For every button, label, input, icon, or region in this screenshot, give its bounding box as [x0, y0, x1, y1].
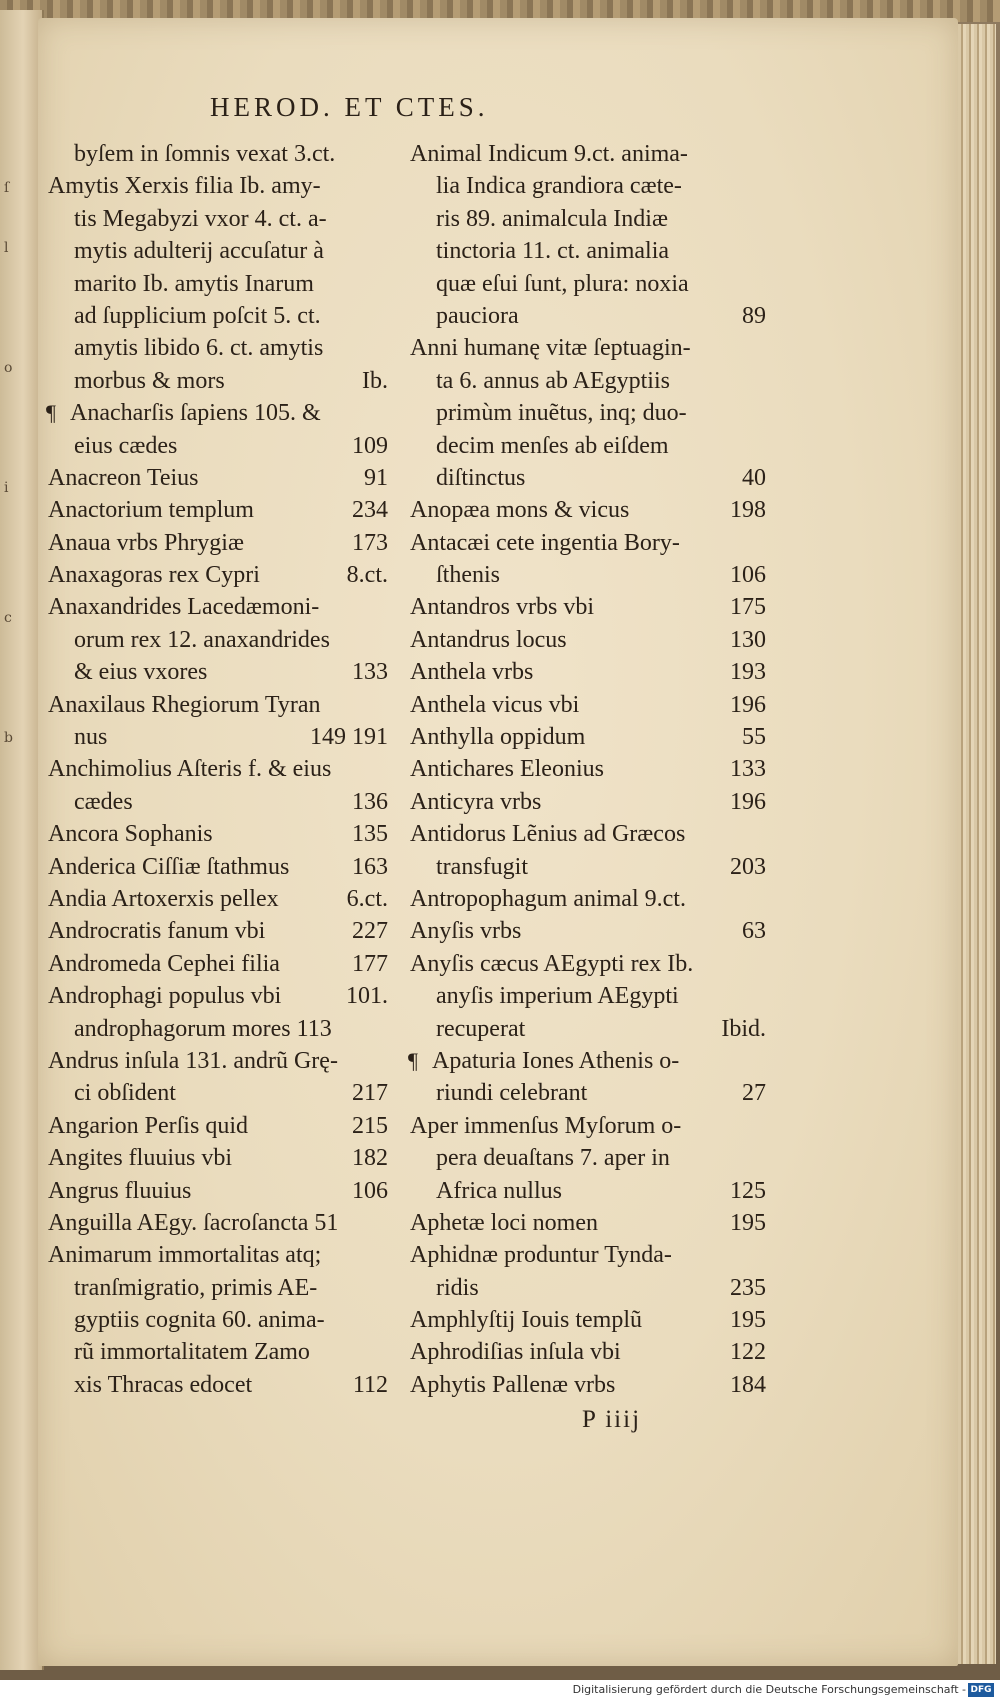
index-entry-text: Angarion Perſis quid: [48, 1112, 248, 1139]
index-entry-line: [410, 1369, 766, 1401]
index-entry-line: [48, 1304, 388, 1336]
index-entry-line: [410, 138, 766, 170]
index-entry-text: ad ſupplicium poſcit 5. ct.: [74, 302, 321, 329]
index-entry-line: [410, 1272, 766, 1304]
index-entry-line: [48, 1369, 388, 1401]
index-entry-text: Anyſis vrbs: [410, 918, 522, 945]
index-entry-line: [410, 1142, 766, 1174]
index-entry-page-number: 196: [730, 691, 766, 718]
index-entry-text: Animal Indicum 9.ct. anima-: [410, 141, 688, 167]
index-entry-text: Antacæi cete ingentia Bory-: [410, 529, 680, 556]
index-entry-text: Androphagi populus vbi: [48, 983, 282, 1010]
index-entry-text: Andromeda Cephei filia: [48, 950, 280, 977]
index-entry-text: nus: [74, 724, 108, 751]
index-entry-page-number: 133: [352, 659, 388, 686]
index-entry-text: Anopæa mons & vicus: [410, 497, 630, 524]
index-entry-line: [48, 203, 388, 235]
index-entry-line: [410, 430, 766, 462]
index-entry-text: Amytis Xerxis filia Ib. amy-: [48, 173, 321, 200]
dfg-logo: DFG: [968, 1683, 994, 1697]
index-entry-line: [410, 203, 766, 235]
index-entry-page-number: 136: [352, 788, 388, 815]
index-entry-text: Aphidnæ produntur Tynda-: [410, 1242, 672, 1269]
index-entry-line: [48, 527, 388, 559]
index-entry-text: Amphlyſtij Iouis templũ: [410, 1307, 642, 1334]
index-entry-text: Ancora Sophanis: [48, 821, 213, 848]
index-entry-page-number: 133: [730, 756, 766, 783]
index-entry-page-number: 109: [352, 432, 388, 459]
index-entry-text: Apaturia Iones Athenis o-: [432, 1047, 680, 1074]
index-entry-page-number: 106: [730, 562, 766, 589]
index-entry-text: diſtinctus: [436, 464, 526, 491]
index-entry-text: decim menſes ab eiſdem: [436, 432, 669, 459]
index-entry-page-number: 234: [352, 497, 388, 524]
index-entry-line: [48, 365, 388, 397]
index-entry-page-number: 89: [742, 302, 766, 329]
index-entry-line: [48, 624, 388, 656]
index-entry-text: Africa nullus: [436, 1177, 562, 1204]
index-entry-page-number: 173: [352, 529, 388, 556]
index-entry-text: Anaua vrbs Phrygiæ: [48, 529, 244, 556]
index-entry-line: [48, 1045, 388, 1077]
pilcrow-mark: ¶: [408, 1047, 418, 1073]
index-entry-page-number: 217: [352, 1080, 388, 1107]
index-entry-text: anyſis imperium AEgypti: [436, 983, 679, 1010]
index-entry-page-number: 182: [352, 1145, 388, 1172]
index-entry-text: Anaxagoras rex Cypri: [48, 562, 260, 589]
index-entry-line: [410, 948, 766, 980]
index-entry-text: primùm inuẽtus, inq; duo-: [436, 400, 687, 427]
index-entry-line: [410, 1175, 766, 1207]
index-entry-text: orum rex 12. anaxandrides: [74, 626, 330, 653]
index-entry-text: Anticyra vrbs: [410, 788, 542, 815]
index-entry-line: [410, 1110, 766, 1142]
index-entry-line: [48, 1175, 388, 1207]
index-entry-line: [48, 915, 388, 947]
index-entry-line: [48, 138, 388, 170]
running-head: HEROD. ET CTES.: [210, 92, 489, 122]
index-entry-text: mytis adulterij accuſatur à: [74, 238, 324, 265]
index-entry-line: [48, 591, 388, 623]
index-entry-line: [48, 851, 388, 883]
index-entry-text: cædes: [74, 788, 133, 815]
index-entry-line: [48, 430, 388, 462]
footer-credit: Digitalisierung gefördert durch die Deutsche Forschungsgemeinschaft -: [572, 1683, 966, 1696]
index-entry-text: xis Thracas edocet: [74, 1371, 253, 1398]
index-entry-text: ridis: [436, 1274, 479, 1301]
index-entry-line: [48, 689, 388, 721]
index-entry-line: [48, 235, 388, 267]
index-entry-text: quæ eſui ſunt, plura: noxia: [436, 270, 689, 297]
index-entry-line: [48, 721, 388, 753]
index-entry-line: [410, 915, 766, 947]
index-entry-page-number: 193: [730, 659, 766, 686]
index-entry-line: [48, 980, 388, 1012]
index-entry-page-number: 227: [352, 918, 388, 945]
index-entry-text: amytis libido 6. ct. amytis: [74, 335, 324, 362]
index-entry-line: [410, 170, 766, 202]
index-entry-line: [410, 1077, 766, 1109]
margin-fragment: l: [4, 240, 9, 256]
index-entry-line: [410, 624, 766, 656]
index-entry-line: [48, 1272, 388, 1304]
index-entry-line: [48, 332, 388, 364]
index-entry-line: [410, 980, 766, 1012]
index-entry-line: [48, 268, 388, 300]
index-entry-page-number: 40: [742, 464, 766, 491]
index-entry-text: Anguilla AEgy. ſacroſancta 51: [48, 1209, 339, 1236]
index-entry-line: [48, 1336, 388, 1368]
index-entry-text: Anactorium templum: [48, 497, 254, 524]
index-entry-page-number: 135: [352, 821, 388, 848]
index-entry-page-number: 195: [730, 1209, 766, 1236]
index-entry-line: [48, 300, 388, 332]
index-entry-line: [410, 365, 766, 397]
index-entry-text: Anthylla oppidum: [410, 724, 586, 751]
index-entry-line: [48, 948, 388, 980]
index-entry-line: [410, 1336, 766, 1368]
index-entry-text: Aphetæ loci nomen: [410, 1209, 598, 1236]
index-entry-line: [410, 786, 766, 818]
index-entry-line: [48, 656, 388, 688]
index-entry-text: Anacharſis ſapiens 105. &: [70, 400, 321, 427]
index-entry-line: [410, 753, 766, 785]
index-entry-text: eius cædes: [74, 432, 178, 459]
index-entry-text: recuperat: [436, 1015, 526, 1042]
pilcrow-mark: ¶: [46, 400, 56, 426]
index-entry-line: [410, 462, 766, 494]
index-entry-page-number: 101.: [346, 983, 388, 1010]
margin-fragment: i: [4, 480, 9, 496]
index-entry-text: pera deuaſtans 7. aper in: [436, 1145, 670, 1172]
index-entry-text: Aphrodiſias inſula vbi: [410, 1339, 621, 1366]
index-entry-page-number: 122: [730, 1339, 766, 1366]
index-entry-line: [410, 883, 766, 915]
index-entry-line: [48, 494, 388, 526]
index-entry-line: [48, 786, 388, 818]
index-entry-text: Anthela vrbs: [410, 659, 534, 686]
index-entry-text: Anaxilaus Rhegiorum Tyran: [48, 691, 321, 718]
index-entry-line: [48, 1013, 388, 1045]
index-entry-text: Antandros vrbs vbi: [410, 594, 594, 621]
index-entry-text: Antropophagum animal 9.ct.: [410, 885, 686, 912]
index-entry-text: Antidorus Lẽnius ad Græcos: [410, 821, 686, 848]
index-entry-text: Andrus inſula 131. andrũ Grę-: [48, 1047, 338, 1074]
index-entry-line: [48, 1142, 388, 1174]
index-entry-line: [410, 332, 766, 364]
index-entry-text: tinctoria 11. ct. animalia: [436, 238, 670, 265]
index-entry-page-number: 203: [730, 853, 766, 880]
index-entry-text: Animarum immortalitas atq;: [48, 1242, 322, 1269]
index-entry-page-number: 235: [730, 1274, 766, 1301]
signature-mark: P iiij: [582, 1406, 642, 1433]
index-column-left: [48, 138, 388, 1401]
index-entry-text: gyptiis cognita 60. anima-: [74, 1307, 325, 1334]
index-entry-line: [410, 656, 766, 688]
index-entry-line: [410, 300, 766, 332]
index-entry-page-number: 125: [730, 1177, 766, 1204]
index-entry-text: tis Megabyzi vxor 4. ct. a-: [74, 205, 327, 232]
index-entry-text: Androcratis fanum vbi: [48, 918, 266, 945]
index-entry-page-number: 27: [742, 1080, 766, 1107]
index-entry-text: Anacreon Teius: [48, 464, 199, 491]
index-entry-text: tranſmigratio, primis AE-: [74, 1274, 318, 1301]
index-entry-line: [410, 235, 766, 267]
index-entry-page-number: 198: [730, 497, 766, 524]
index-entry-line: [410, 1239, 766, 1271]
index-entry-text: ci obſident: [74, 1080, 176, 1107]
margin-fragment: o: [4, 360, 13, 376]
index-entry-line: [410, 1304, 766, 1336]
index-entry-line: [48, 1239, 388, 1271]
index-entry-line: [48, 753, 388, 785]
index-entry-page-number: 91: [364, 464, 388, 491]
index-entry-page-number: 63: [742, 918, 766, 945]
index-entry-line: [410, 494, 766, 526]
index-entry-line: [48, 1077, 388, 1109]
index-entry-text: & eius vxores: [74, 659, 208, 686]
index-entry-text: riundi celebrant: [436, 1080, 588, 1107]
index-entry-text: morbus & mors: [74, 367, 225, 394]
index-entry-line: [48, 559, 388, 591]
index-entry-line: [48, 883, 388, 915]
index-entry-text: Andia Artoxerxis pellex: [48, 885, 279, 912]
index-entry-text: Anderica Ciſſiæ ſtathmus: [48, 853, 290, 880]
index-entry-line: [410, 721, 766, 753]
index-entry-line: [410, 818, 766, 850]
index-entry-page-number: 184: [730, 1371, 766, 1398]
index-entry-text: Aphytis Pallenæ vrbs: [410, 1371, 616, 1398]
index-entry-page-number: 195: [730, 1307, 766, 1334]
index-entry-line: [410, 591, 766, 623]
index-entry-page-number: 55: [742, 724, 766, 751]
index-entry-page-number: 6.ct.: [346, 885, 388, 912]
index-entry-text: Anaxandrides Lacedæmoni-: [48, 594, 320, 621]
index-entry-line: [410, 397, 766, 429]
index-entry-line: [48, 170, 388, 202]
index-entry-text: byſem in ſomnis vexat 3.ct.: [74, 141, 336, 167]
index-entry-text: Aper immenſus Myſorum o-: [410, 1112, 682, 1139]
index-entry-text: ta 6. annus ab AEgyptiis: [436, 367, 670, 394]
index-column-right: [410, 138, 766, 1401]
index-entry-page-number: 149 191: [310, 724, 388, 751]
index-entry-line: [48, 818, 388, 850]
index-entry-page-number: 215: [352, 1112, 388, 1139]
index-entry-text: marito Ib. amytis Inarum: [74, 270, 314, 297]
index-entry-text: ſthenis: [436, 562, 500, 589]
index-entry-page-number: 130: [730, 626, 766, 653]
index-entry-line: [48, 1207, 388, 1239]
index-entry-line: [410, 559, 766, 591]
index-entry-line: [410, 689, 766, 721]
index-entry-line: [410, 1013, 766, 1045]
index-entry-text: Angrus fluuius: [48, 1177, 192, 1204]
index-entry-page-number: 106: [352, 1177, 388, 1204]
margin-fragment: c: [4, 610, 12, 626]
index-entry-text: Antandrus locus: [410, 626, 567, 653]
index-entry-line: [410, 1207, 766, 1239]
index-entry-line: [410, 527, 766, 559]
index-entry-text: androphagorum mores 113: [74, 1015, 332, 1042]
index-entry-page-number: 177: [352, 950, 388, 977]
index-entry-line: [48, 397, 388, 429]
index-entry-text: Anyſis cæcus AEgypti rex Ib.: [410, 950, 694, 977]
index-entry-page-number: 196: [730, 788, 766, 815]
index-entry-line: [48, 1110, 388, 1142]
index-entry-text: transfugit: [436, 853, 528, 880]
index-entry-text: rũ immortalitatem Zamo: [74, 1339, 310, 1366]
index-entry-line: [410, 1045, 766, 1077]
index-entry-line: [48, 462, 388, 494]
index-entry-page-number: 112: [352, 1371, 388, 1398]
margin-fragment: ſ: [4, 180, 10, 196]
index-entry-text: ris 89. animalcula Indiæ: [436, 205, 668, 232]
index-entry-text: Antichares Eleonius: [410, 756, 604, 783]
index-entry-line: [410, 268, 766, 300]
index-entry-page-number: 8.ct.: [346, 562, 388, 589]
index-entry-text: Anchimolius Aſteris f. & eius: [48, 756, 332, 783]
index-entry-text: lia Indica grandiora cæte-: [436, 173, 682, 200]
index-entry-line: [410, 851, 766, 883]
index-entry-page-number: 163: [352, 853, 388, 880]
index-entry-text: Anthela vicus vbi: [410, 691, 580, 718]
index-entry-page-number: 175: [730, 594, 766, 621]
margin-fragment: b: [4, 730, 13, 746]
index-entry-text: pauciora: [436, 302, 519, 329]
page-stack-edge: [958, 24, 996, 1664]
index-entry-page-number: Ib.: [362, 367, 388, 394]
index-entry-page-number: Ibid.: [721, 1015, 766, 1042]
index-entry-text: Angites fluuius vbi: [48, 1145, 232, 1172]
index-entry-text: Anni humanę vitæ ſeptuagin-: [410, 335, 691, 362]
digitization-footer: [0, 1680, 1000, 1702]
